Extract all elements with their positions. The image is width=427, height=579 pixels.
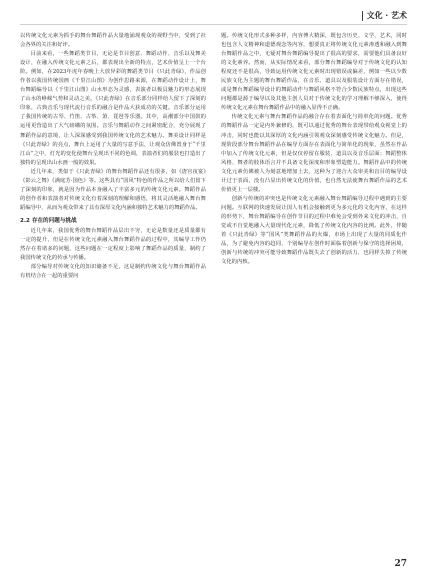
paragraph: 近几年来，我国优秀的舞台舞蹈作品层出不穷，无论是数量还是质量都有一定的提升，但是在传统文化元素融入舞台舞蹈作品的过程中，其编导工作仍然存在着诸多的问题，这些问题在一定程度上影响了舞蹈作品的质量，制约了我国传统文化的传承与传播。: [20, 227, 206, 262]
paragraph: 创新与传统的冲突也是传统文化元素融入舞台舞蹈编导过程中遇到的主要问题。互联网的快速发展让国人有机会接触到更为多元化的文化内容，在这样的形势下，舞台舞蹈编导在创作节目的过程中难免会受到外来文化的冲击，自觉或不自觉地融入大量现代化元素，降低了传统文化内容的比例。此外，伴随着《只此青绿》等“国风”类舞蹈作品的火爆，市场上出现了大量的同质化作品，为了避免内容的趋同，个别编导在创作时面临着创新与保守的选择困境，创新与传统的冲突可能导致舞蹈作品既失去了创新的活力，也同样失掉了传统文化的内核。: [221, 195, 407, 266]
paragraph: 传统文化元素与舞台舞蹈作品的融合存在着表面化与简单化的问题。优秀的舞蹈作品一定是内外兼修的，既可以通过优秀的舞台表现带给观众视觉上的冲击，同时也能以其深厚的文化内涵引领观众深刻感受传统文化魅力。但是，现阶段部分舞台舞蹈作品在编导方面存在表面化与简单化的现象，虽然在作品中加入了传统文化元素，但是仅仅停留在服装、道具以及音乐层面；舞蹈整体风格、舞者的肢体语言并不具备文化深度和形象塑造能力。舞蹈作品中的传统文化元素仿佛被人为刻意地增加上去，这种为了迎合大众审美和盲目的编导设计过于表面，没有凸显出传统文化的价值，也自然无法使舞台舞蹈作品的艺术价值更上一层楼。: [221, 114, 407, 193]
header-rule: [20, 24, 407, 25]
paragraph: 目前来看，一些舞蹈类节目，无论是节目创意、舞蹈动作、音乐以及舞美设计，在融入传统文化元素之后，都表现出全新的特点，艺术价值呈上一个台阶。例如，在2023年虎年春晚上大放异彩的舞蹈类节目《只此青绿》，作品创作者以我国传统国画《千里江山图》为创作思路来源，在舞蹈动作设计上，舞台舞蹈编导以《千里江山图》山水形态为灵感，表演者以极具魅力的形态展现了山水的峥嵘气势和灵动之美。《只此青绿》在音乐部分同样给人留下了深刻的印象，古典音乐与现代流行音乐的融合是作品大获成功的关键。音乐部分运用了我国传统的古琴、竹笛、古筝、箫、琵琶等乐器。其中，高潮部分中国鼓的运用更营造出了大气磅礴的氛围。音乐与舞蹈动作之间紧密配合，充分展现了舞蹈作品的意境，让人深深感受到我国传统文化的艺术魅力。舞美设计同样是《只此青绿》的亮点，舞台上运用了大量的写意手法，让观众仿佛置身于“千里江山”之中，灯光的变化使舞台呈现出不同的色调，表演者们的服装也打造出了独特的呈现出山水画一般的效果。: [20, 51, 206, 166]
paragraph: 以传统文化元素为抓手的舞台舞蹈作品大量地涌现观众的视野当中，受到了社会各界的关注和好评。: [20, 33, 206, 49]
left-column: [20, 32, 206, 281]
section-label: 文化 · 艺术: [366, 10, 407, 20]
right-column: [221, 32, 407, 281]
paragraph: 近几年来，类似于《只此青绿》的舞台舞蹈作品还有很多，如《唐宫夜宴》《影云之舞》《满庭芳·国色》等。这些具有“国风”特色的作品之所以给人们留下了深刻的印象，就是因为作品本身融入了丰富多元的传统文化元素。舞蹈作品的创作者和表演者对传统文化有着深刻的理解和感悟，将其灵活地融入舞台舞蹈编导中，从而为观众带来了具有深厚文化内涵和独特艺术魅力的舞蹈作品。: [20, 168, 206, 211]
section-subheading: 2.2 存在的问题与挑战: [20, 217, 77, 224]
header-divider: [362, 11, 363, 21]
paragraph: 部分编导对传统文化的知识储备不足，这是制约传统文化与舞台舞蹈作品有机结合在一起的重要问: [20, 264, 206, 280]
section-header: [362, 10, 407, 21]
page-number: 27: [394, 559, 407, 569]
article-body: [20, 32, 407, 281]
paragraph: 题。传统文化形式多种多样，内容博大精深，既包含历史、文学、艺术，同时也包含人文精神和道德观念等内容，想要真正将传统文化元素渗透和融入到舞台舞蹈作品之中，无疑对舞台舞蹈编导提出了很高的要求，需要他们具备良好的文化素养。然而，从实际情况来看，部分舞台舞蹈编导对于传统文化的认知程度还不是很高，导致运用传统文化元素时出现错误或偏差，例如一些以少数民族文化为主题的舞台舞蹈作品，在音乐、道具以及服装设计方面存在错误，或是舞台舞蹈编导设计的舞蹈动作与舞蹈风格不符合少数民族特点，出现这些问题都是源于编导以及其他主创人员对于传统文化的学习理解不够深入，使得传统文化元素在舞台舞蹈作品中的融入显得不正确。: [221, 33, 407, 112]
